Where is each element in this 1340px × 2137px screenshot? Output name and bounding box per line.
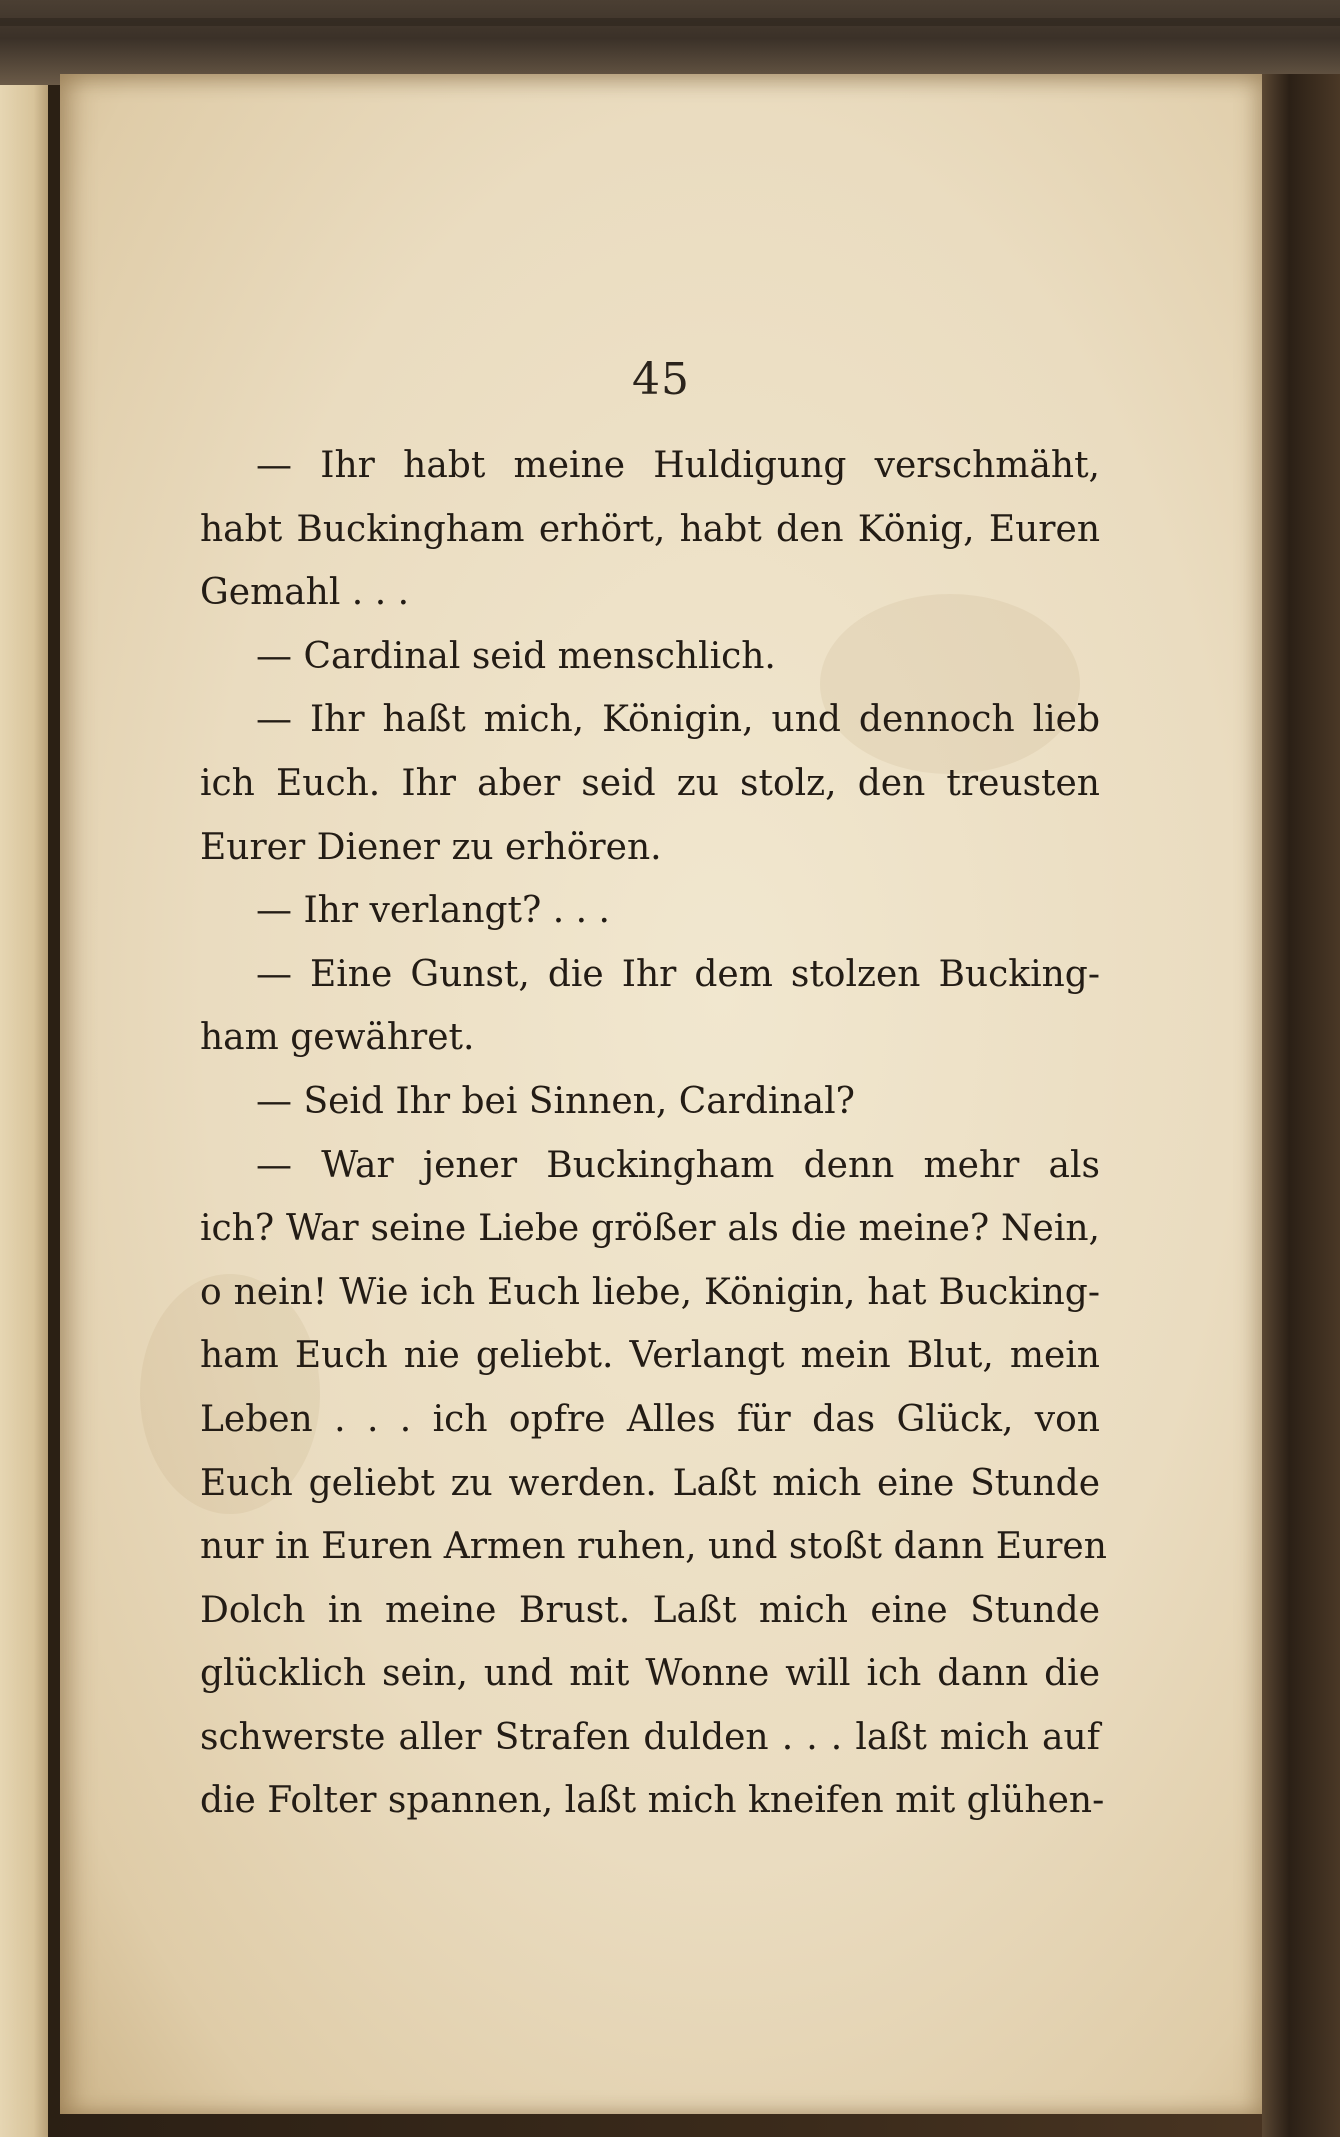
text-line: o nein! Wie ich Euch liebe, Königin, hat Bucking- (200, 1271, 1100, 1313)
text-line: schwerste aller Strafen dulden . . . laßt mich auf (200, 1716, 1100, 1758)
text-line: — Cardinal seid menschlich. (256, 635, 776, 677)
text-line: ham gewähret. (200, 1017, 475, 1059)
page-number: 45 (632, 354, 690, 405)
text-line: Eurer Diener zu erhören. (200, 826, 662, 868)
text-line: Euch geliebt zu werden. Laßt mich eine Stunde (200, 1462, 1100, 1504)
text-line: Leben . . . ich opfre Alles für das Glück, von (200, 1398, 1100, 1440)
book-cover-right (1262, 74, 1340, 2137)
text-line: — Seid Ihr bei Sinnen, Cardinal? (256, 1080, 855, 1122)
text-line: habt Buckingham erhört, habt den König, Euren (200, 508, 1100, 550)
book-cover-top (0, 0, 1340, 85)
page-text (200, 434, 1107, 1833)
text-line: nur in Euren Armen ruhen, und stoßt dann Euren (200, 1526, 1107, 1568)
text-line: ich? War seine Liebe größer als die meine? Nein, (200, 1208, 1100, 1250)
text-line: Gemahl . . . (200, 572, 410, 614)
left-page-edge (0, 48, 48, 2137)
book-page (60, 74, 1262, 2114)
text-line: Dolch in meine Brust. Laßt mich eine Stunde (200, 1589, 1100, 1631)
text-line: — Eine Gunst, die Ihr dem stolzen Bucking- (256, 953, 1100, 995)
text-line: ich Euch. Ihr aber seid zu stolz, den treusten (200, 762, 1100, 804)
text-line: — War jener Buckingham denn mehr als (256, 1144, 1100, 1186)
text-line: ham Euch nie geliebt. Verlangt mein Blut, mein (200, 1335, 1100, 1377)
text-line: glücklich sein, und mit Wonne will ich dann die (200, 1653, 1100, 1695)
text-line: — Ihr verlangt? . . . (256, 890, 610, 932)
text-line: — Ihr habt meine Huldigung verschmäht, (256, 445, 1100, 486)
text-line: die Folter spannen, laßt mich kneifen mit glühen- (200, 1780, 1105, 1822)
text-line: — Ihr haßt mich, Königin, und dennoch lieb (256, 699, 1100, 741)
